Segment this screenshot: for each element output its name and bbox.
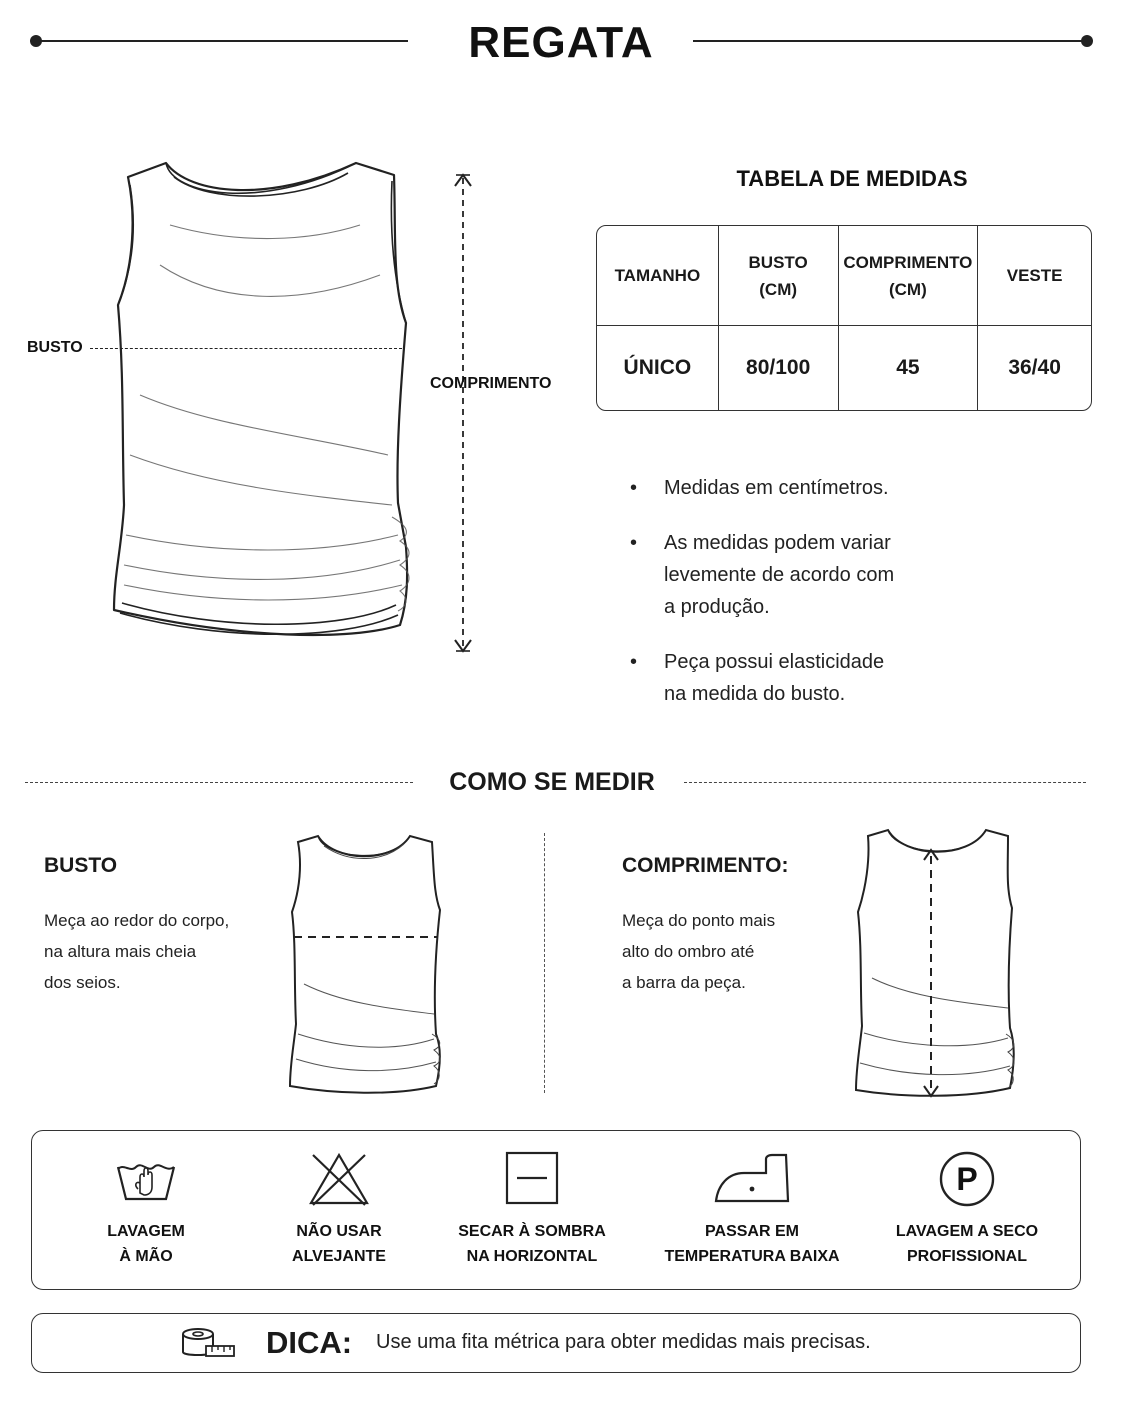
list-item — [628, 646, 958, 710]
bust-measure-illustration — [284, 834, 444, 1096]
notes-list — [628, 472, 958, 733]
length-section-text: Meça do ponto mais alto do ombro até a barra da peça. — [622, 911, 776, 992]
bullet-icon: • — [630, 477, 638, 499]
list-item — [628, 472, 958, 504]
header-fits — [978, 226, 1091, 325]
bust-diagram-label: BUSTO — [27, 339, 83, 356]
care-label-iron: PASSAR EM TEMPERATURA BAIXA — [664, 1223, 840, 1265]
care-label-dry-flat: SECAR À SOMBRA NA HORIZONTAL — [458, 1223, 606, 1265]
care-item-dry-flat — [432, 1131, 632, 1291]
care-label-dry-clean: LAVAGEM A SECO PROFISSIONAL — [895, 1223, 1039, 1265]
bust-section-text: Meça ao redor do corpo, na altura mais cheia dos seios. — [44, 911, 230, 992]
care-label-hand-wash: LAVAGEM À MÃO — [107, 1223, 185, 1265]
svg-text:P: P — [956, 1161, 978, 1197]
bust-measure-line — [90, 348, 402, 349]
size-table — [596, 225, 1092, 411]
care-label-no-bleach: NÃO USAR ALVEJANTE — [292, 1223, 386, 1265]
table-row — [597, 326, 1091, 410]
tip-box — [31, 1313, 1081, 1373]
bust-section-title: BUSTO — [44, 854, 118, 877]
iron-low-icon — [712, 1149, 792, 1209]
section-separator — [544, 833, 545, 1093]
hand-wash-icon — [106, 1149, 186, 1209]
header-length — [839, 226, 979, 325]
bullet-icon: • — [630, 532, 638, 554]
header-length-text: COMPRIMENTO (CM) — [843, 252, 973, 299]
note-text: Medidas em centímetros. — [664, 477, 889, 499]
cell-fits: 36/40 — [1008, 356, 1061, 379]
tank-top-illustration — [100, 155, 420, 655]
length-diagram-label: COMPRIMENTO — [430, 375, 552, 392]
list-item — [628, 527, 958, 623]
header-bust — [719, 226, 839, 325]
length-measure-illustration — [848, 828, 1018, 1100]
dry-flat-shade-icon — [492, 1149, 572, 1209]
bullet-icon: • — [630, 651, 638, 673]
header-bust-text: BUSTO (CM) — [748, 252, 808, 299]
care-instructions-box — [31, 1130, 1081, 1290]
length-arrow — [450, 172, 476, 654]
size-table-title: TABELA DE MEDIDAS — [736, 166, 968, 191]
header-dot-right — [1081, 35, 1093, 47]
length-section-title: COMPRIMENTO: — [622, 854, 789, 877]
cell-length: 45 — [839, 326, 979, 410]
header-line-right — [693, 40, 1087, 42]
measuring-tape-icon — [180, 1326, 236, 1362]
note-text: Peça possui elasticidade na medida do busto. — [664, 651, 885, 705]
header-fits-text: VESTE — [1006, 266, 1063, 285]
cell-size: ÚNICO — [597, 326, 719, 410]
how-to-measure-title: COMO SE MEDIR — [449, 768, 655, 796]
section-divider-right — [684, 782, 1086, 783]
tip-text: Use uma fita métrica para obter medidas mais precisas. — [376, 1331, 871, 1353]
header-size-text: TAMANHO — [614, 266, 701, 285]
table-header-row — [597, 226, 1091, 326]
dry-clean-p-icon — [927, 1149, 1007, 1209]
page-title: REGATA — [468, 18, 654, 67]
care-item-iron — [642, 1131, 862, 1291]
section-divider-left — [25, 782, 413, 783]
tip-label: DICA: — [266, 1325, 353, 1360]
no-bleach-icon — [299, 1149, 379, 1209]
care-item-no-bleach — [239, 1131, 439, 1291]
cell-bust: 80/100 — [719, 326, 839, 410]
note-text: As medidas podem variar levemente de acordo com a produção. — [664, 532, 895, 618]
header-size — [597, 226, 719, 325]
care-item-hand-wash — [46, 1131, 246, 1291]
care-item-dry-clean — [867, 1131, 1067, 1291]
